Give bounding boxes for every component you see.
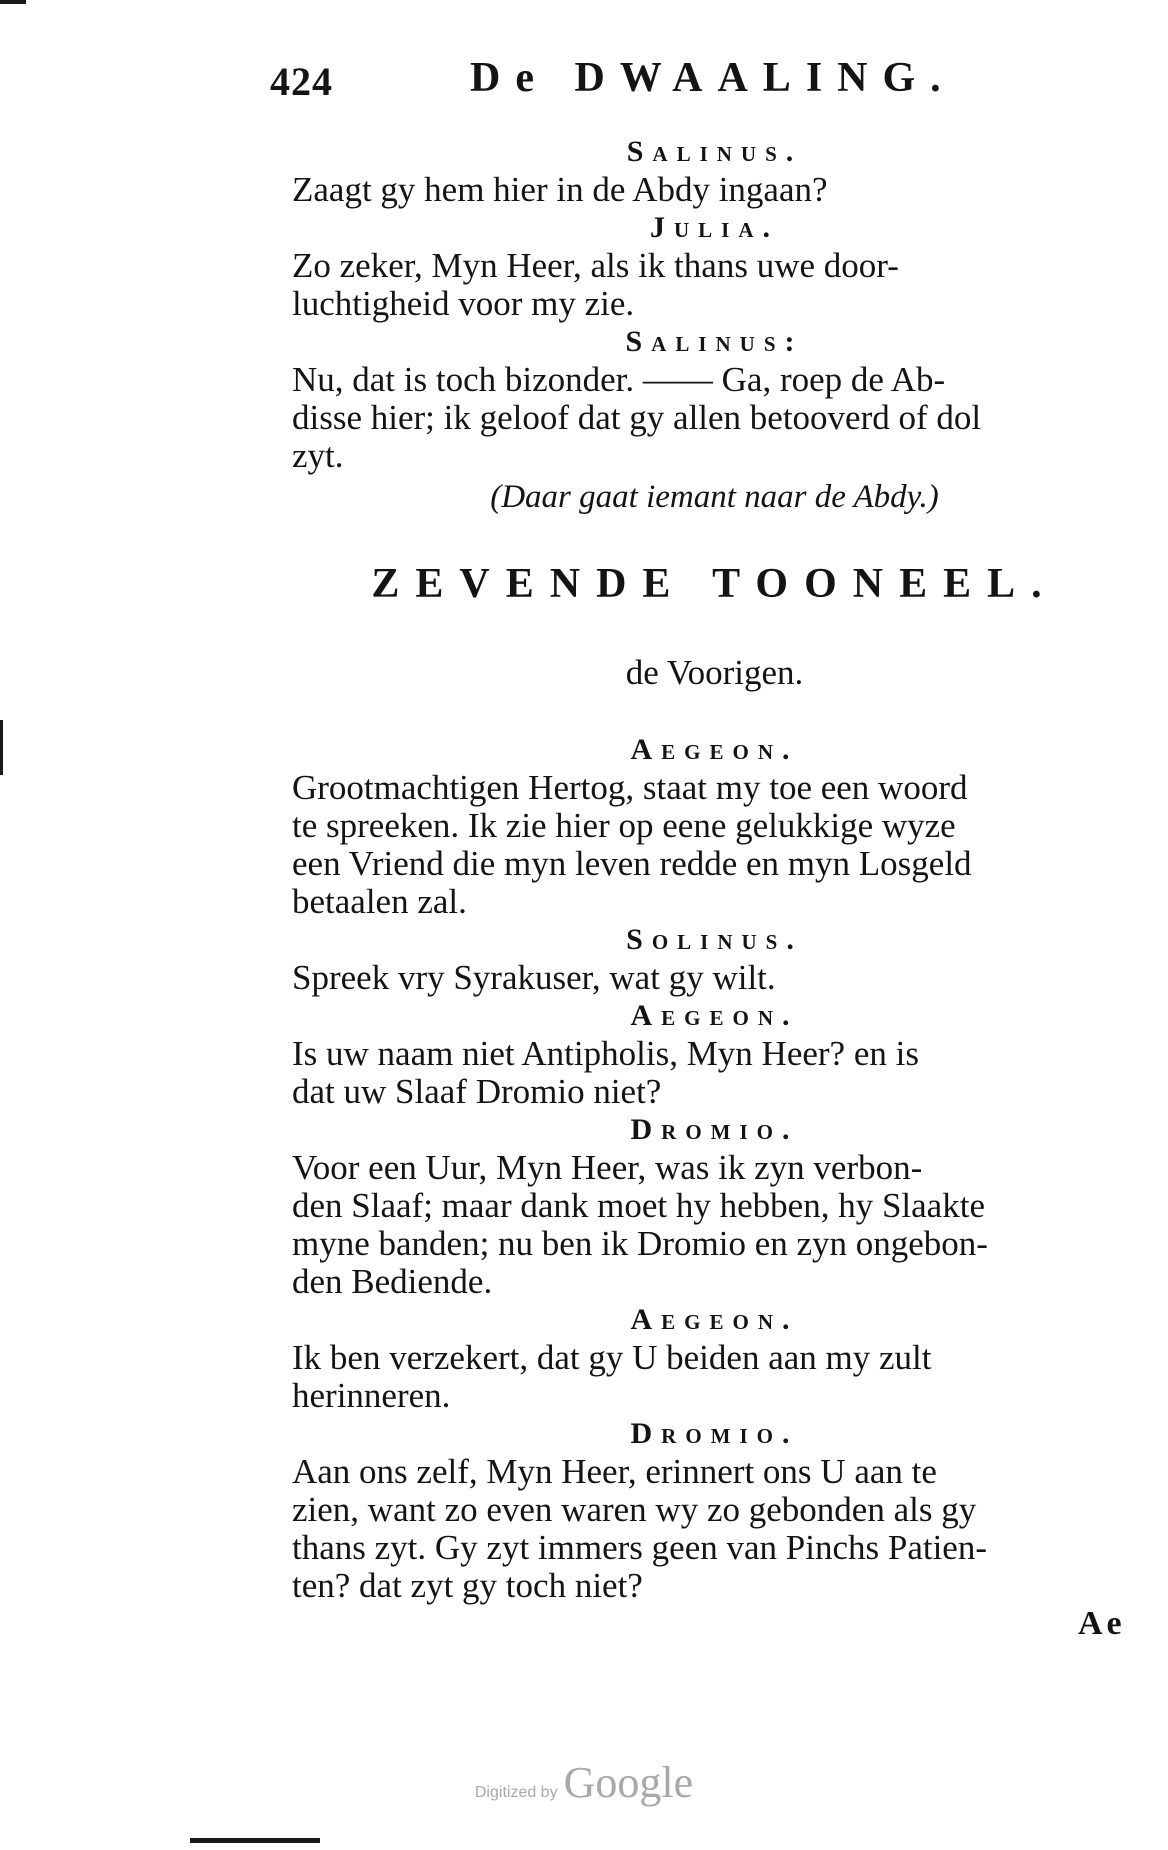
speech xyxy=(292,959,1137,997)
speech xyxy=(292,361,1137,475)
page-edge-mark-bottom xyxy=(190,1838,320,1843)
cast-list: de Voorigen. xyxy=(625,653,804,692)
speech-line: Zaagt gy hem hier in de Abdy ingaan? xyxy=(292,170,828,209)
speech-line: luchtigheid voor my zie. xyxy=(292,284,635,323)
watermark-prefix: Digitized by xyxy=(474,1784,558,1801)
speech xyxy=(292,247,1137,323)
catchword: Ae xyxy=(1078,1605,1126,1642)
speech xyxy=(292,171,1137,209)
speech-line: betaalen zal. xyxy=(292,882,467,921)
page-edge-mark-top xyxy=(0,0,26,4)
play-text xyxy=(292,133,1137,1605)
speech-line: zien, want zo even waren wy zo gebonden als gy xyxy=(292,1490,977,1529)
speech-line: Nu, dat is toch bizonder. —— Ga, roep de Ab- xyxy=(292,360,946,399)
speech-line: Voor een Uur, Myn Heer, was ik zyn verbon- xyxy=(292,1148,923,1187)
speech-line: den Bediende. xyxy=(292,1262,493,1301)
speech-line: dat uw Slaaf Dromio niet? xyxy=(292,1072,662,1111)
speech xyxy=(292,1339,1137,1415)
speech-line: myne banden; nu ben ik Dromio en zyn ongebon- xyxy=(292,1224,988,1263)
digitization-watermark xyxy=(0,1757,1168,1808)
speaker-name: Solinus. xyxy=(626,923,803,956)
speaker-name: Dromio. xyxy=(630,1113,799,1146)
running-header xyxy=(0,50,1168,110)
speaker-name: Dromio. xyxy=(630,1417,799,1450)
speaker-name: Aegeon. xyxy=(630,999,799,1032)
speech-line: disse hier; ik geloof dat gy allen betooverd of dol xyxy=(292,398,982,437)
speaker-name: Salinus. xyxy=(626,135,803,168)
speech-line: ten? dat zyt gy toch niet? xyxy=(292,1566,643,1605)
speech-line: Grootmachtigen Hertog, staat my toe een woord xyxy=(292,768,968,807)
speech-line: Ik ben verzekert, dat gy U beiden aan my zult xyxy=(292,1338,932,1377)
speech-line: een Vriend die myn leven redde en myn Losgeld xyxy=(292,844,972,883)
speech xyxy=(292,1149,1137,1301)
speaker-name: Julia. xyxy=(649,211,779,244)
speech-line: den Slaaf; maar dank moet hy hebben, hy Slaakte xyxy=(292,1186,985,1225)
speaker-name: Aegeon. xyxy=(630,1303,799,1336)
speech-line: te spreeken. Ik zie hier op eene gelukkige wyze xyxy=(292,806,956,845)
speech-line: Aan ons zelf, Myn Heer, erinnert ons U aan te xyxy=(292,1452,937,1491)
speech-line: herinneren. xyxy=(292,1376,451,1415)
speaker-name: Aegeon. xyxy=(630,733,799,766)
speech-line: Spreek vry Syrakuser, wat gy wilt. xyxy=(292,958,776,997)
page-number: 424 xyxy=(270,59,333,104)
running-title: De DWAALING. xyxy=(470,55,956,101)
page-edge-mark-left xyxy=(0,720,3,775)
scene-heading: ZEVENDE TOONEEL. xyxy=(371,561,1058,607)
stage-direction: (Daar gaat iemant naar de Abdy.) xyxy=(490,479,939,515)
speech-line: thans zyt. Gy zyt immers geen van Pinchs Patien- xyxy=(292,1528,987,1567)
speech-line: Is uw naam niet Antipholis, Myn Heer? en is xyxy=(292,1034,919,1073)
speech-line: zyt. xyxy=(292,436,344,475)
speaker-name: Salinus: xyxy=(625,325,804,358)
speech-line: Zo zeker, Myn Heer, als ik thans uwe door- xyxy=(292,246,899,285)
speech xyxy=(292,1035,1137,1111)
speech xyxy=(292,1453,1137,1605)
speech xyxy=(292,769,1137,921)
google-logo: Google xyxy=(563,1758,694,1807)
spacer xyxy=(292,695,1137,731)
